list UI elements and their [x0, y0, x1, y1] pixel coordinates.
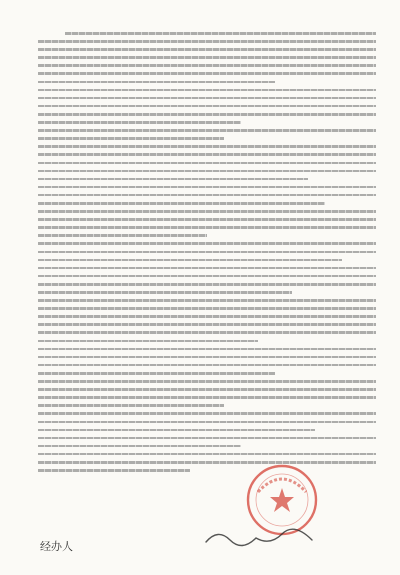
list-item — [38, 186, 376, 205]
list-item — [38, 129, 376, 140]
document-body — [38, 32, 376, 532]
list-item — [38, 380, 376, 407]
list-item — [38, 348, 376, 375]
handwritten-signature — [200, 522, 320, 552]
handler-signature-label: 经办人 — [40, 540, 73, 553]
list-item — [38, 267, 376, 294]
intro-paragraph — [38, 32, 376, 83]
list-item — [38, 453, 376, 472]
list-item — [38, 412, 376, 431]
list-item — [38, 242, 376, 261]
list-item — [38, 437, 376, 448]
list-item — [38, 299, 376, 342]
list-item — [38, 89, 376, 124]
list-item — [38, 145, 376, 180]
list-item — [38, 210, 376, 237]
